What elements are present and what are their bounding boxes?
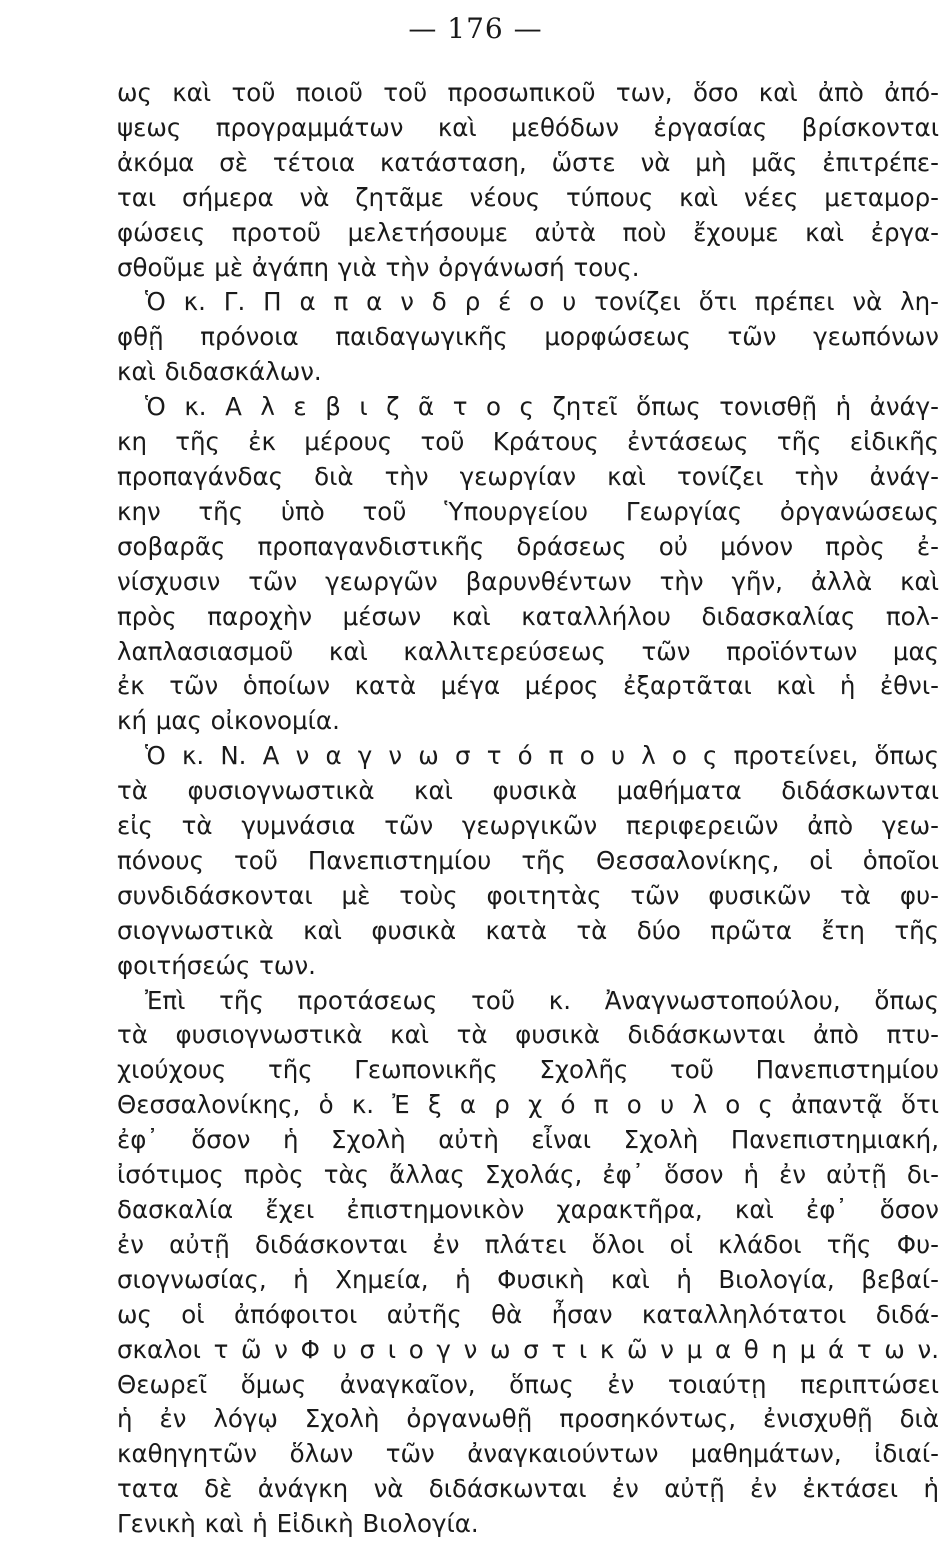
text-line: Θεωρεῖ ὅμως ἀναγκαῖον, ὅπως ἐν τοιαύτῃ περιπτώσει: [117, 1369, 939, 1399]
text-line: κην τῆς ὑπὸ τοῦ Ὑπουργείου Γεωργίας ὀργανώσεως: [117, 496, 939, 526]
text-line: τατα δὲ ἀνάγκη νὰ διδάσκωνται ἐν αὐτῇ ἐν ἐκτάσει ἡ: [117, 1474, 939, 1504]
text-line: συνδιδάσκονται μὲ τοὺς φοιτητὰς τῶν φυσικῶν τὰ φυ-: [117, 880, 939, 910]
text-line: κη τῆς ἐκ μέρους τοῦ Κράτους ἐντάσεως τῆς εἰδικῆς: [117, 427, 939, 457]
text-line: Ὁ κ. Α λ ε β ι ζ ᾶ τ ο ς ζητεῖ ὅπως τονισθῇ ἡ ἀνάγ-: [145, 392, 939, 422]
text-line: φθῇ πρόνοια παιδαγωγικῆς μορφώσεως τῶν γεωπόνων: [117, 322, 939, 352]
text-line: ται σήμερα νὰ ζητᾶμε νέους τύπους καὶ νέες μεταμορ-: [117, 182, 939, 212]
text-line: τὰ φυσιογνωστικὰ καὶ τὰ φυσικὰ διδάσκωνται ἀπὸ πτυ-: [117, 1020, 939, 1050]
text-line: ἀκόμα σὲ τέτοια κατάσταση, ὥστε νὰ μὴ μᾶς ἐπιτρέπε-: [117, 147, 939, 177]
text-line: σοβαρᾶς προπαγανδιστικῆς δράσεως οὐ μόνον πρὸς ἐ-: [117, 531, 939, 561]
text-line: φοιτήσεώς των.: [117, 950, 316, 980]
text-line: ἐκ τῶν ὁποίων κατὰ μέγα μέρος ἐξαρτᾶται καὶ ἡ ἐθνι-: [117, 671, 939, 701]
text-line: τὰ φυσιογνωστικὰ καὶ φυσικὰ μαθήματα διδάσκωνται: [117, 776, 939, 806]
body-text: [117, 76, 939, 1542]
text-line: πρὸς παροχὴν μέσων καὶ καταλλήλου διδασκαλίας πολ-: [117, 601, 939, 631]
text-line: δασκαλία ἔχει ἐπιστημονικὸν χαρακτῆρα, καὶ ἐφ᾽ ὅσον: [117, 1195, 939, 1224]
text-line: ἰσότιμος πρὸς τὰς ἄλλας Σχολάς, ἐφ᾽ ὅσον ἡ ἐν αὐτῇ δι-: [117, 1160, 939, 1190]
text-line: ἐν αὐτῇ διδάσκονται ἐν πλάτει ὅλοι οἱ κλάδοι τῆς Φυ-: [117, 1229, 939, 1259]
page-number: — 176 —: [408, 12, 543, 45]
text-line: φώσεις προτοῦ μελετήσουμε αὐτὰ ποὺ ἔχουμε καὶ ἐργα-: [117, 217, 939, 247]
text-line: Θεσσαλονίκης, ὁ κ. Ἐ ξ α ρ χ ό π ο υ λ ο ς ἀπαντᾷ ὅτι: [117, 1090, 939, 1120]
text-line: προπαγάνδας διὰ τὴν γεωργίαν καὶ τονίζει τὴν ἀνάγ-: [117, 461, 939, 491]
text-line: πόνους τοῦ Πανεπιστημίου τῆς Θεσσαλονίκης, οἱ ὁποῖοι: [117, 845, 939, 875]
text-line: σθοῦμε μὲ ἀγάπη γιὰ τὴν ὀργάνωσή τους.: [117, 252, 640, 282]
text-line: σιογνωστικὰ καὶ φυσικὰ κατὰ τὰ δύο πρῶτα ἔτη τῆς: [117, 915, 939, 945]
text-line: εἰς τὰ γυμνάσια τῶν γεωργικῶν περιφερειῶν ἀπὸ γεω-: [117, 811, 939, 841]
text-line: ως καὶ τοῦ ποιοῦ τοῦ προσωπικοῦ των, ὅσο καὶ ἀπὸ ἀπό-: [117, 78, 939, 107]
text-line: ως οἱ ἀπόφοιτοι αὐτῆς θὰ ἦσαν καταλληλότατοι διδά-: [117, 1299, 939, 1329]
text-line: Γενικὴ καὶ ἡ Εἰδικὴ Βιολογία.: [117, 1509, 479, 1539]
text-line: καὶ διδασκάλων.: [117, 357, 322, 387]
text-line: ἡ ἐν λόγῳ Σχολὴ ὀργανωθῇ προσηκόντως, ἐνισχυθῇ διὰ: [117, 1404, 939, 1434]
text-line: σιογνωσίας, ἡ Χημεία, ἡ Φυσικὴ καὶ ἡ Βιολογία, βεβαί-: [117, 1264, 939, 1294]
text-line: κή μας οἰκονομία.: [117, 706, 340, 736]
text-line: νίσχυσιν τῶν γεωργῶν βαρυνθέντων τὴν γῆν, ἀλλὰ καὶ: [117, 566, 939, 596]
text-line: ἐφ᾽ ὅσον ἡ Σχολὴ αὐτὴ εἶναι Σχολὴ Πανεπιστημιακή,: [117, 1125, 939, 1155]
text-line: Ὁ κ. Γ. Π α π α ν δ ρ έ ο υ τονίζει ὅτι πρέπει νὰ λη-: [145, 287, 939, 317]
text-line: χιούχους τῆς Γεωπονικῆς Σχολῆς τοῦ Πανεπιστημίου: [117, 1055, 939, 1085]
text-line: σκαλοι τ ῶ ν Φ υ σ ι ο γ ν ω σ τ ι κ ῶ ν μ α θ η μ ά τ ω ν.: [117, 1334, 939, 1364]
text-line: ψεως προγραμμάτων καὶ μεθόδων ἐργασίας βρίσκονται: [117, 112, 939, 142]
text-line: λαπλασιασμοῦ καὶ καλλιτερεύσεως τῶν προϊόντων μας: [117, 636, 939, 666]
text-line: καθηγητῶν ὅλων τῶν ἀναγκαιούντων μαθημάτων, ἰδιαί-: [117, 1439, 939, 1469]
text-line: Ὁ κ. Ν. Α ν α γ ν ω σ τ ό π ο υ λ ο ς προτείνει, ὅπως: [145, 741, 939, 771]
text-line: Ἐπὶ τῆς προτάσεως τοῦ κ. Ἀναγνωστοπούλου, ὅπως: [145, 985, 939, 1015]
